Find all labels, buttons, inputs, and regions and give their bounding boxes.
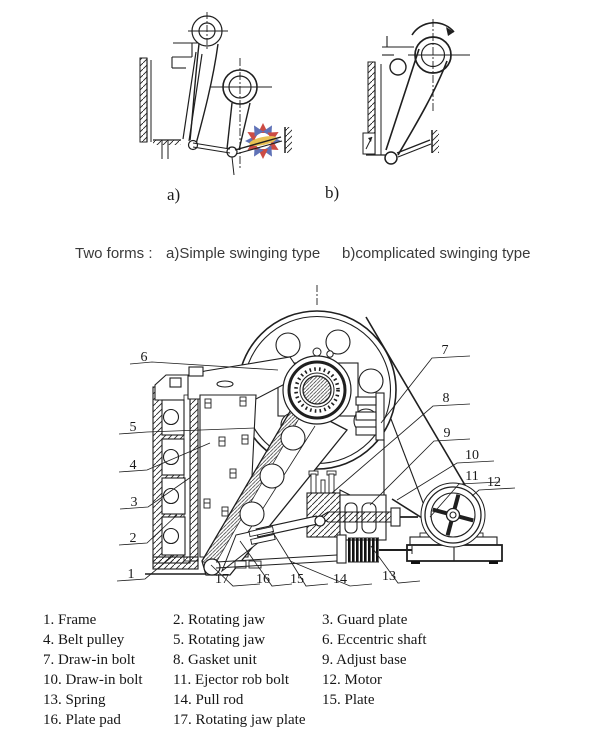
caption-form-b: b)complicated swinging type	[342, 245, 531, 262]
callout-2: 2	[129, 531, 137, 546]
adjustment-cluster	[307, 471, 430, 540]
part-item-6: 6. Eccentric shaft	[322, 632, 427, 648]
callout-4: 4	[129, 458, 137, 473]
part-item-1: 1. Frame	[43, 612, 97, 628]
fixed-wall-hatch	[140, 58, 181, 159]
spring	[337, 535, 412, 563]
caption-prefix: Two forms :	[75, 245, 153, 262]
callout-14: 14	[333, 572, 347, 587]
callout-9: 9	[443, 426, 451, 441]
caption-form-a: a)Simple swinging type	[166, 245, 321, 262]
callout-1: 1	[127, 567, 135, 582]
pinwheel-icon	[245, 123, 281, 159]
right-anchor	[432, 130, 439, 153]
part-item-4: 4. Belt pulley	[43, 632, 125, 648]
callout-10: 10	[465, 448, 479, 463]
parts-list	[43, 610, 583, 730]
jaw-crusher-assembly-drawing	[0, 283, 601, 613]
part-item-14: 14. Pull rod	[173, 692, 244, 708]
callout-5: 5	[129, 420, 137, 435]
part-item-11: 11. Ejector rob bolt	[173, 672, 290, 688]
callout-7: 7	[441, 343, 449, 358]
part-item-15: 15. Plate	[322, 692, 375, 708]
part-item-17: 17. Rotating jaw plate	[173, 712, 306, 728]
part-item-3: 3. Guard plate	[322, 612, 408, 628]
callout-6: 6	[140, 350, 148, 365]
part-item-2: 2. Rotating jaw	[173, 612, 266, 628]
right-anchor	[285, 127, 292, 153]
part-item-9: 9. Adjust base	[322, 652, 407, 668]
figure-b-complicated-swinging-schematic	[330, 3, 520, 208]
watermark-logo	[245, 123, 281, 159]
callout-13: 13	[382, 569, 396, 584]
callout-12: 12	[487, 475, 501, 490]
figure-a-label: a)	[167, 185, 181, 204]
callout-15: 15	[290, 572, 304, 587]
callout-8: 8	[442, 391, 450, 406]
part-item-10: 10. Draw-in bolt	[43, 672, 143, 688]
part-item-13: 13. Spring	[43, 692, 106, 708]
figure-b-label: b)	[325, 183, 340, 202]
part-item-12: 12. Motor	[322, 672, 382, 688]
guard-plate	[190, 395, 198, 561]
part-item-16: 16. Plate pad	[43, 712, 121, 728]
callout-17: 17	[215, 572, 229, 587]
forms-caption	[0, 245, 601, 265]
upper-link-joint	[390, 59, 406, 75]
figure-a-simple-swinging-schematic	[125, 3, 315, 208]
callout-16: 16	[256, 572, 270, 587]
callout-3: 3	[130, 495, 138, 510]
top-bracket	[382, 36, 414, 55]
jaw-plate-blocks	[162, 400, 185, 555]
swing-jaw-body	[183, 44, 218, 150]
eccentric-joint	[408, 19, 470, 111]
part-item-5: 5. Rotating jaw	[173, 632, 266, 648]
part-item-8: 8. Gasket unit	[173, 652, 257, 668]
callout-11: 11	[465, 469, 479, 484]
part-item-7: 7. Draw-in bolt	[43, 652, 136, 668]
wall-foot-block	[363, 133, 375, 154]
